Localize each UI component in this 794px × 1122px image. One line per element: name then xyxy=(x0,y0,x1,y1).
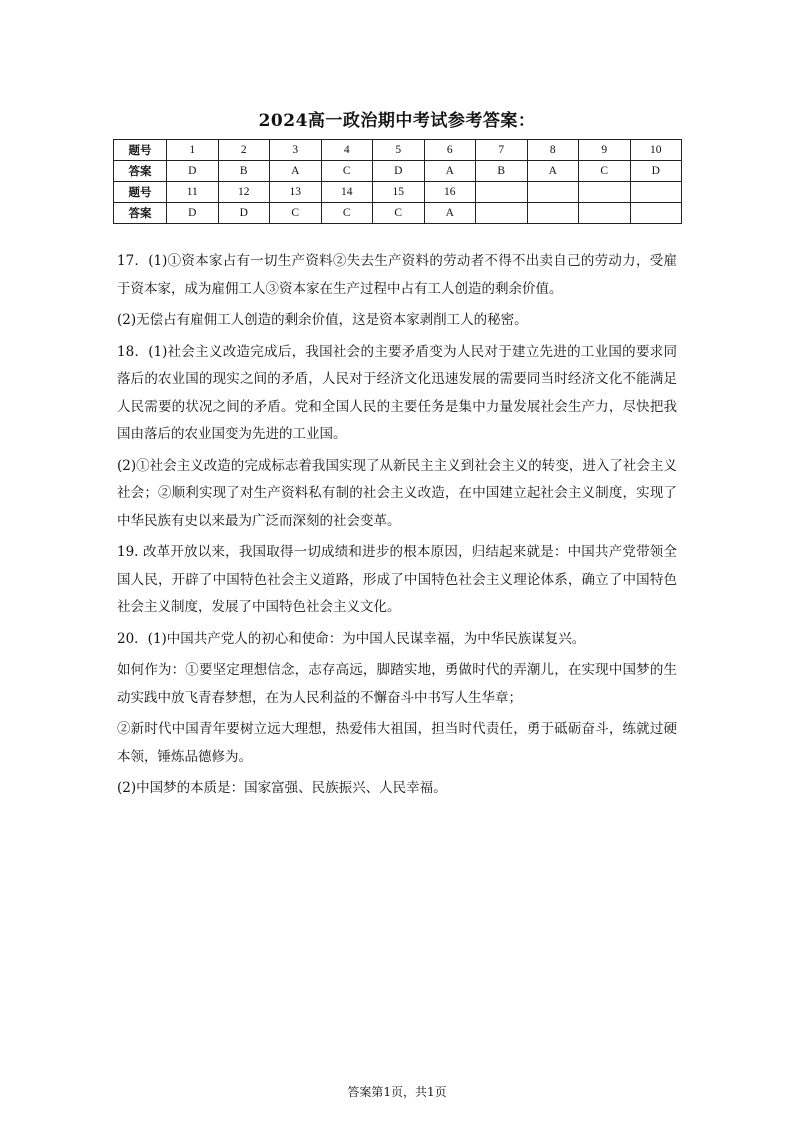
table-cell: 11 xyxy=(167,182,219,203)
table-cell xyxy=(630,182,682,203)
table-cell: A xyxy=(424,203,476,224)
table-cell: C xyxy=(373,203,425,224)
answer-paragraph: (2)中国梦的本质是：国家富强、民族振兴、人民幸福。 xyxy=(117,780,447,796)
table-cell: 12 xyxy=(218,182,270,203)
table-cell xyxy=(527,182,579,203)
table-cell xyxy=(630,203,682,224)
answer-paragraph: 17．(1)①资本家占有一切生产资料②失去生产资料的劳动者不得不出卖自己的劳动力，受雇于资本家，成为雇佣工人③资本家在生产过程中占有工人创造的剩余价值。 xyxy=(117,253,677,297)
table-row xyxy=(114,161,682,182)
table-cell xyxy=(476,182,528,203)
table-cell: D xyxy=(630,161,682,182)
table-cell xyxy=(579,182,631,203)
table-cell: D xyxy=(373,161,425,182)
table-cell: 5 xyxy=(373,140,425,161)
answer-paragraph: (2)①社会主义改造的完成标志着我国实现了从新民主主义到社会主义的转变，进入了社会主义社会；②顺利实现了对生产资料私有制的社会主义改造，在中国建立起社会主义制度，实现了中华民族有史以来最为广泛而深刻的社会变革。 xyxy=(117,457,677,529)
table-cell: 13 xyxy=(270,182,322,203)
table-cell: A xyxy=(424,161,476,182)
table-cell xyxy=(527,203,579,224)
row-header: 答案 xyxy=(114,161,167,182)
table-cell: 16 xyxy=(424,182,476,203)
page-footer: 答案第1页，共1页 xyxy=(347,1085,447,1099)
table-cell: B xyxy=(218,161,270,182)
table-cell: 14 xyxy=(321,182,373,203)
row-header: 题号 xyxy=(114,140,167,161)
table-cell: C xyxy=(321,161,373,182)
table-row xyxy=(114,203,682,224)
answer-paragraph: (2)无偿占有雇佣工人创造的剩余价值，这是资本家剥削工人的秘密。 xyxy=(117,312,528,328)
table-cell: B xyxy=(476,161,528,182)
table-cell: 4 xyxy=(321,140,373,161)
page-title: 2024高一政治期中考试参考答案： xyxy=(258,111,536,131)
answer-table xyxy=(113,139,682,224)
table-cell: 2 xyxy=(218,140,270,161)
table-cell: 7 xyxy=(476,140,528,161)
table-cell: C xyxy=(321,203,373,224)
table-cell: A xyxy=(527,161,579,182)
table-cell: A xyxy=(270,161,322,182)
answer-paragraph: 18．(1)社会主义改造完成后，我国社会的主要矛盾变为人民对于建立先进的工业国的要求同落后的农业国的现实之间的矛盾，人民对于经济文化迅速发展的需要同当时经济文化不能满足人民需要的状况之间的矛盾。党和全国人民的主要任务是集中力量发展社会生产力，尽快把我国由落后的农业国变为先进的工业国。 xyxy=(117,343,677,442)
table-cell: 8 xyxy=(527,140,579,161)
table-row xyxy=(114,182,682,203)
table-cell xyxy=(579,203,631,224)
answer-paragraph: 19. 改革开放以来，我国取得一切成绩和进步的根本原因，归结起来就是：中国共产党带领全国人民，开辟了中国特色社会主义道路，形成了中国特色社会主义理论体系，确立了中国特色社会主义制度，发展了中国特色社会主义文化。 xyxy=(117,544,677,615)
row-header: 答案 xyxy=(114,203,167,224)
table-cell: 6 xyxy=(424,140,476,161)
row-header: 题号 xyxy=(114,182,167,203)
table-cell: D xyxy=(167,203,219,224)
table-row xyxy=(114,140,682,161)
table-cell: 10 xyxy=(630,140,682,161)
answer-text-body xyxy=(117,248,677,807)
answer-paragraph: 20．(1)中国共产党人的初心和使命：为中国人民谋幸福，为中华民族谋复兴。 xyxy=(117,630,586,647)
table-cell: 3 xyxy=(270,140,322,161)
table-cell: D xyxy=(167,161,219,182)
answer-paragraph: 如何作为：①要坚定理想信念，志存高远，脚踏实地，勇做时代的弄潮儿，在实现中国梦的生动实践中放飞青春梦想，在为人民利益的不懈奋斗中书写人生华章； xyxy=(117,662,677,706)
answer-paragraph: ②新时代中国青年要树立远大理想，热爱伟大祖国，担当时代责任，勇于砥砺奋斗，练就过硬本领，锤炼品德修为。 xyxy=(117,721,677,765)
table-cell: 15 xyxy=(373,182,425,203)
table-cell: C xyxy=(579,161,631,182)
table-cell: D xyxy=(218,203,270,224)
table-cell: C xyxy=(270,203,322,224)
table-cell: 1 xyxy=(167,140,219,161)
table-cell: 9 xyxy=(579,140,631,161)
table-cell xyxy=(476,203,528,224)
